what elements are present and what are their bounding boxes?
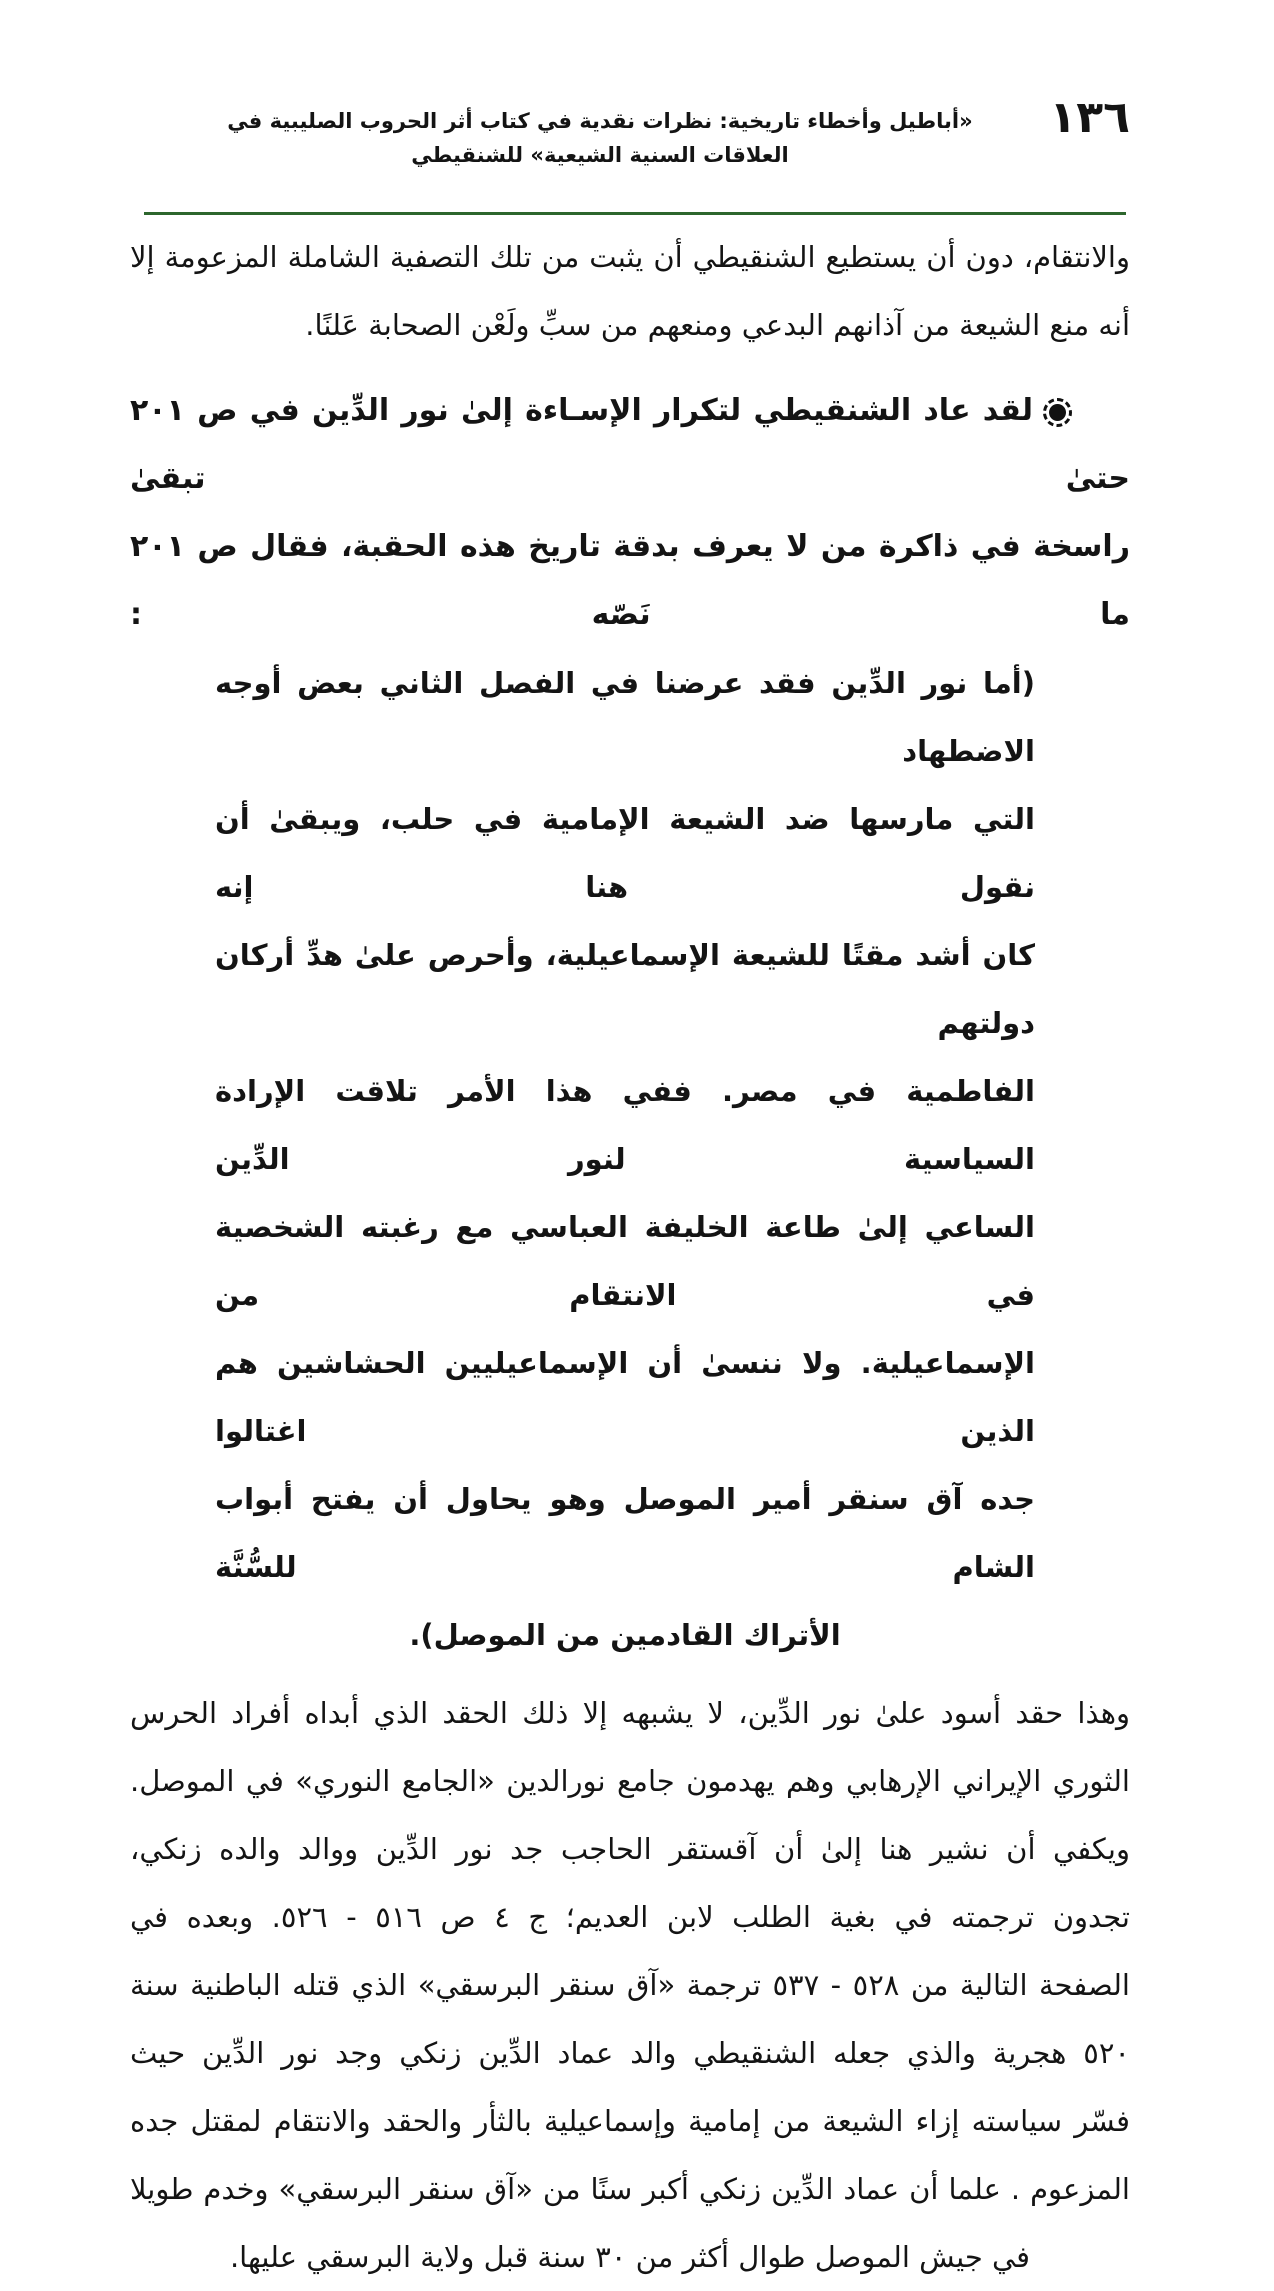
paragraph-bullet-lead: [130, 377, 1130, 649]
text-line: في جيش الموصل طوال أكثر من ٣٠ سنة قبل ولاية البرسقي عليها.: [229, 2240, 1031, 2274]
paragraph-commentary: [130, 1679, 1130, 1815]
quote-line: جده آق سنقر أمير الموصل وهو يحاول أن يفتح أبواب الشام للسُّنَّة: [215, 1482, 1035, 1584]
text-line: راسخة في ذاكرة من لا يعرف بدقة تاريخ هذه الحقبة، فقال ص ٢٠١ ما نَصّه :: [130, 529, 1130, 632]
quote-line: (أما نور الدِّين فقد عرضنا في الفصل الثاني بعض أوجه الاضطهاد: [215, 666, 1035, 768]
page-number: ١٣٦: [1049, 92, 1130, 143]
bullet-lead-text: لقد عاد الشنقيطي لتكرار الإسـاءة إلىٰ نور الدِّين في ص ٢٠١ حتىٰ تبقىٰ: [130, 393, 1130, 496]
quote-line: الفاطمية في مصر. ففي هذا الأمر تلاقت الإرادة السياسية لنور الدِّين: [215, 1074, 1035, 1176]
text-line: وهذا حقد أسود علىٰ نور الدِّين، لا يشبهه إلا ذلك الحقد الذي أبداه أفراد الحرس: [130, 1696, 1130, 1730]
text-line: ٥٢٠ هجرية والذي جعله الشنقيطي والد عماد الدِّين زنكي وجد نور الدِّين حيث: [130, 2036, 1130, 2070]
text-line: الصفحة التالية من ٥٢٨ - ٥٣٧ ترجمة «آق سنقر البرسقي» الذي قتله الباطنية سنة: [130, 1968, 1130, 2002]
quote-line: الأتراك القادمين من الموصل).: [409, 1618, 841, 1652]
page-header: [130, 0, 1130, 172]
text-line: المزعوم . علما أن عماد الدِّين زنكي أكبر سنًا من «آق سنقر البرسقي» وخدم طويلا: [130, 2172, 1130, 2206]
paragraph-continuation: [130, 223, 1130, 359]
block-quote: [215, 649, 1035, 1669]
quote-line: الإسماعيلية. ولا ننسىٰ أن الإسماعيليين الحشاشين هم الذين اغتالوا: [215, 1346, 1035, 1448]
paragraph-references: [130, 1815, 1130, 2291]
dashed-circle-bullet-icon: [1049, 404, 1066, 421]
quote-line: كان أشد مقتًا للشيعة الإسماعيلية، وأحرص علىٰ هدِّ أركان دولتهم: [215, 938, 1035, 1040]
text-line: أنه منع الشيعة من آذانهم البدعي ومنعهم من سبِّ ولَعْن الصحابة عَلنًا.: [305, 308, 1130, 342]
text-line: [130, 377, 1130, 513]
quote-line: التي مارسها ضد الشيعة الإمامية في حلب، ويبقىٰ أن نقول هنا إنه: [215, 802, 1035, 904]
text-line: الثوري الإيراني الإرهابي وهم يهدمون جامع نورالدين «الجامع النوري» في الموصل.: [130, 1764, 1130, 1798]
header-rule: [144, 212, 1126, 215]
text-line: تجدون ترجمته في بغية الطلب لابن العديم؛ ج ٤ ص ٥١٦ - ٥٢٦. وبعده في: [130, 1900, 1131, 1934]
quote-line: الساعي إلىٰ طاعة الخليفة العباسي مع رغبته الشخصية في الانتقام من: [215, 1210, 1035, 1312]
text-line: ويكفي أن نشير هنا إلىٰ أن آقستقر الحاجب جد نور الدِّين ووالد والده زنكي،: [130, 1832, 1130, 1866]
text-line: فسّر سياسته إزاء الشيعة من إمامية وإسماعيلية بالثأر والحقد والانتقام لمقتل جده: [130, 2104, 1130, 2138]
text-line: والانتقام، دون أن يستطيع الشنقيطي أن يثبت من تلك التصفية الشاملة المزعومة إلا: [130, 240, 1130, 274]
running-header-title: «أباطيل وأخطاء تاريخية: نظرات نقدية في كتاب أثر الحروب الصليبية في العلاقات السنية الشيعية» للشنقيطي: [227, 109, 973, 167]
page-body: [130, 223, 1130, 2291]
